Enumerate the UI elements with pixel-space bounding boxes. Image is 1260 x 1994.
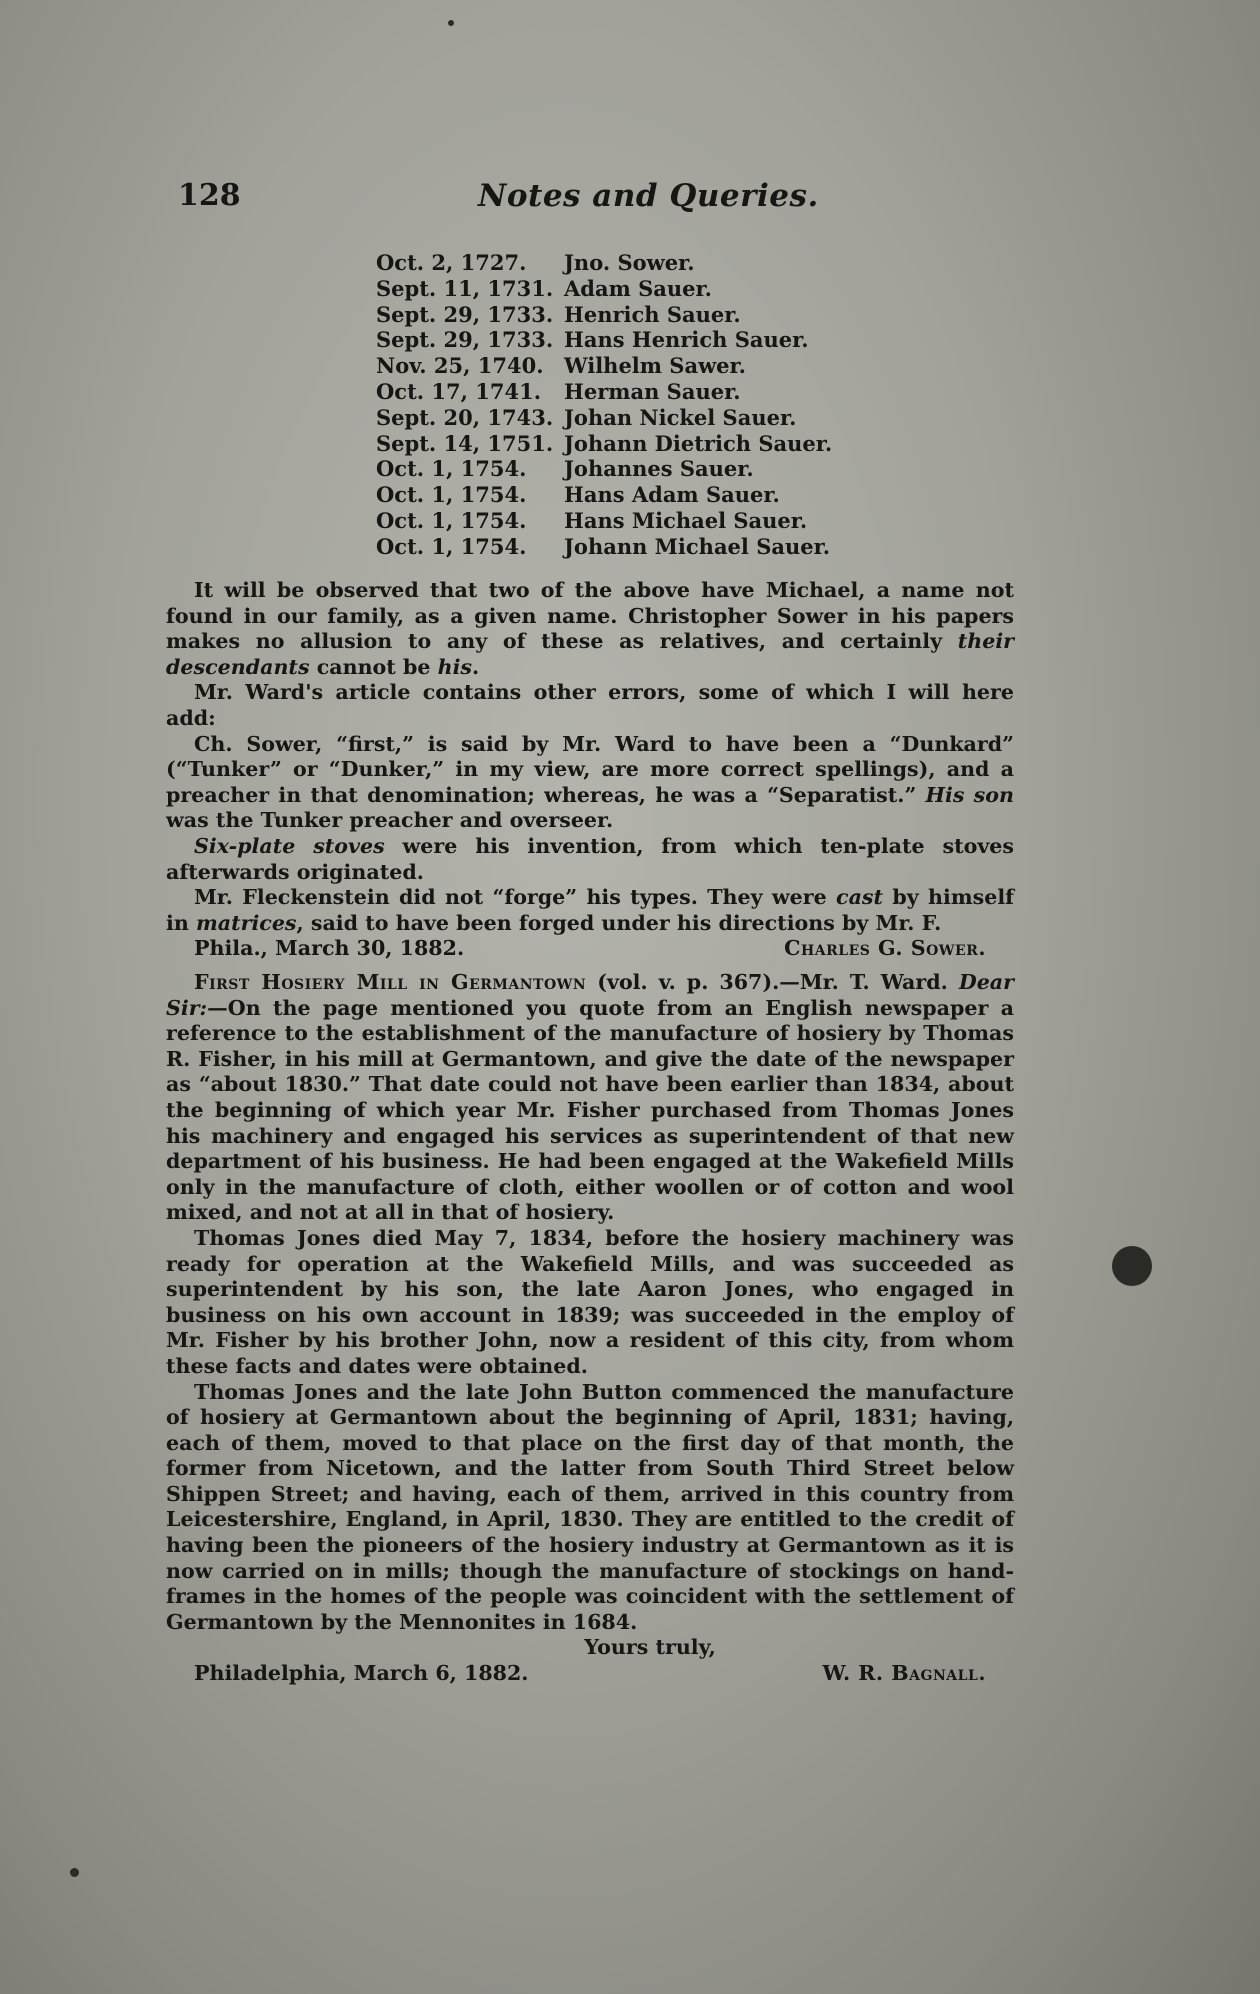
page-number: 128	[178, 178, 241, 213]
date-row	[376, 534, 876, 560]
person-name: Johannes Sauer.	[564, 456, 754, 482]
birth-date: Oct. 17, 1741.	[376, 378, 542, 404]
letter-sower	[166, 578, 1014, 962]
person-name: Johann Michael Sauer.	[564, 533, 831, 559]
birth-date: Oct. 1, 1754.	[376, 456, 527, 482]
person-name: Johann Dietrich Sauer.	[564, 430, 833, 456]
ink-speck	[448, 20, 454, 26]
birth-date: Sept. 20, 1743.	[376, 404, 554, 430]
page-header	[178, 178, 1018, 218]
running-title: Notes and Queries.	[478, 178, 819, 214]
person-name: Hans Henrich Sauer.	[564, 327, 809, 353]
date-row	[376, 456, 876, 482]
signature: Charles G. Sower.	[784, 936, 986, 961]
birth-date: Oct. 1, 1754.	[376, 507, 527, 533]
person-name: Johan Nickel Sauer.	[564, 404, 797, 430]
birth-date: Nov. 25, 1740.	[376, 353, 544, 379]
person-name: Hans Adam Sauer.	[564, 482, 780, 508]
birth-date: Sept. 14, 1751.	[376, 430, 554, 456]
date-row	[376, 379, 876, 405]
signature-line	[166, 1661, 1014, 1687]
birth-date-list	[376, 250, 876, 560]
letter-bagnall	[166, 970, 1014, 1687]
person-name: Adam Sauer.	[564, 275, 712, 301]
birth-date: Oct. 1, 1754.	[376, 533, 527, 559]
paragraph: Mr. Ward's article contains other errors, some of which I will here add:	[166, 680, 1014, 730]
person-name: Herman Sauer.	[564, 378, 741, 404]
closing: Yours truly,	[584, 1635, 716, 1660]
date-row	[376, 250, 876, 276]
birth-date: Sept. 29, 1733.	[376, 327, 554, 353]
paragraph: It will be observed that two of the above have Michael, a name not found in our family, as a given name. Christopher Sower in his papers makes no allusion to any of these as relatives, and certainly their descendants cannot be his.	[166, 578, 1014, 679]
paragraph: Mr. Fleckenstein did not “forge” his types. They were cast by himself in matrices, said to have been forged under his directions by Mr. F.	[166, 885, 1015, 935]
date-row	[376, 405, 876, 431]
place-date: Phila., March 30, 1882.	[194, 936, 465, 961]
person-name: Jno. Sower.	[564, 250, 695, 275]
signature: W. R. Bagnall.	[822, 1661, 986, 1686]
date-row	[376, 302, 876, 328]
paragraph: Ch. Sower, “first,” is said by Mr. Ward to have been a “Dunkard” (“Tunker” or “Dunker,” in my view, are more correct spellings), and a preacher in that denomination; whereas, he was a “Separatist.” His son was the Tunker preacher and overseer.	[166, 731, 1014, 833]
person-name: Wilhelm Sawer.	[564, 353, 746, 379]
birth-date: Sept. 11, 1731.	[376, 275, 554, 301]
ink-speck	[70, 1868, 79, 1877]
birth-date: Oct. 1, 1754.	[376, 482, 527, 508]
salutation: Dear Sir:	[166, 970, 1014, 1020]
paragraph: Thomas Jones died May 7, 1834, before the hosiery machinery was ready for operation at the Wakefield Mills, and was succeeded as superintendent by his son, the late Aaron Jones, who engaged in business on his own account in 1839; was succeeded in the employ of Mr. Fisher by his brother John, now a resident of this city, from whom these facts and dates were obtained.	[166, 1225, 1014, 1378]
paragraph: Thomas Jones and the late John Button commenced the manufacture of hosiery at Germantown about the beginning of April, 1831; having, each of them, moved to that place on the first day of that month, the former from Nicetown, and the latter from South Third Street below Shippen Street; and having, each of them, arrived in this country from Leicestershire, England, in April, 1830. They are entitled to the credit of having been the pioneers of the hosiery industry at Germantown as it is now carried on in mills; though the manufacture of stockings on hand-frames in the homes of the people was coincident with the settlement of Germantown by the Mennonites in 1684.	[166, 1379, 1014, 1634]
date-row	[376, 327, 876, 353]
date-row	[376, 508, 876, 534]
date-row	[376, 353, 876, 379]
birth-date: Sept. 29, 1733.	[376, 301, 554, 327]
signature-line	[166, 936, 1014, 962]
date-row	[376, 482, 876, 508]
date-row	[376, 276, 876, 302]
paragraph: First Hosiery Mill in Germantown (vol. v. p. 367).—Mr. T. Ward. Dear Sir:—On the page mentioned you quote from an English newspaper a reference to the establishment of the manufacture of hosiery by Thomas R. Fisher, in his mill at Germantown, and give the date of the newspaper as “about 1830.” That date could not have been earlier than 1834, about the beginning of which year Mr. Fisher purchased from Thomas Jones his machinery and engaged his services as superintendent of that new department of his business. He had been engaged at the Wakefield Mills only in the manufacture of cloth, either woollen or of cotton and wool mixed, and not at all in that of hosiery.	[166, 970, 1014, 1225]
person-name: Hans Michael Sauer.	[564, 507, 808, 533]
ink-blot	[1112, 1246, 1152, 1286]
person-name: Henrich Sauer.	[564, 301, 741, 327]
birth-date: Oct. 2, 1727.	[376, 250, 527, 275]
place-date: Philadelphia, March 6, 1882.	[194, 1661, 529, 1686]
article-heading: First Hosiery Mill in Germantown	[194, 970, 587, 994]
paragraph: Six-plate stoves were his invention, from which ten-plate stoves afterwards originated.	[166, 833, 1014, 884]
date-row	[376, 431, 876, 457]
